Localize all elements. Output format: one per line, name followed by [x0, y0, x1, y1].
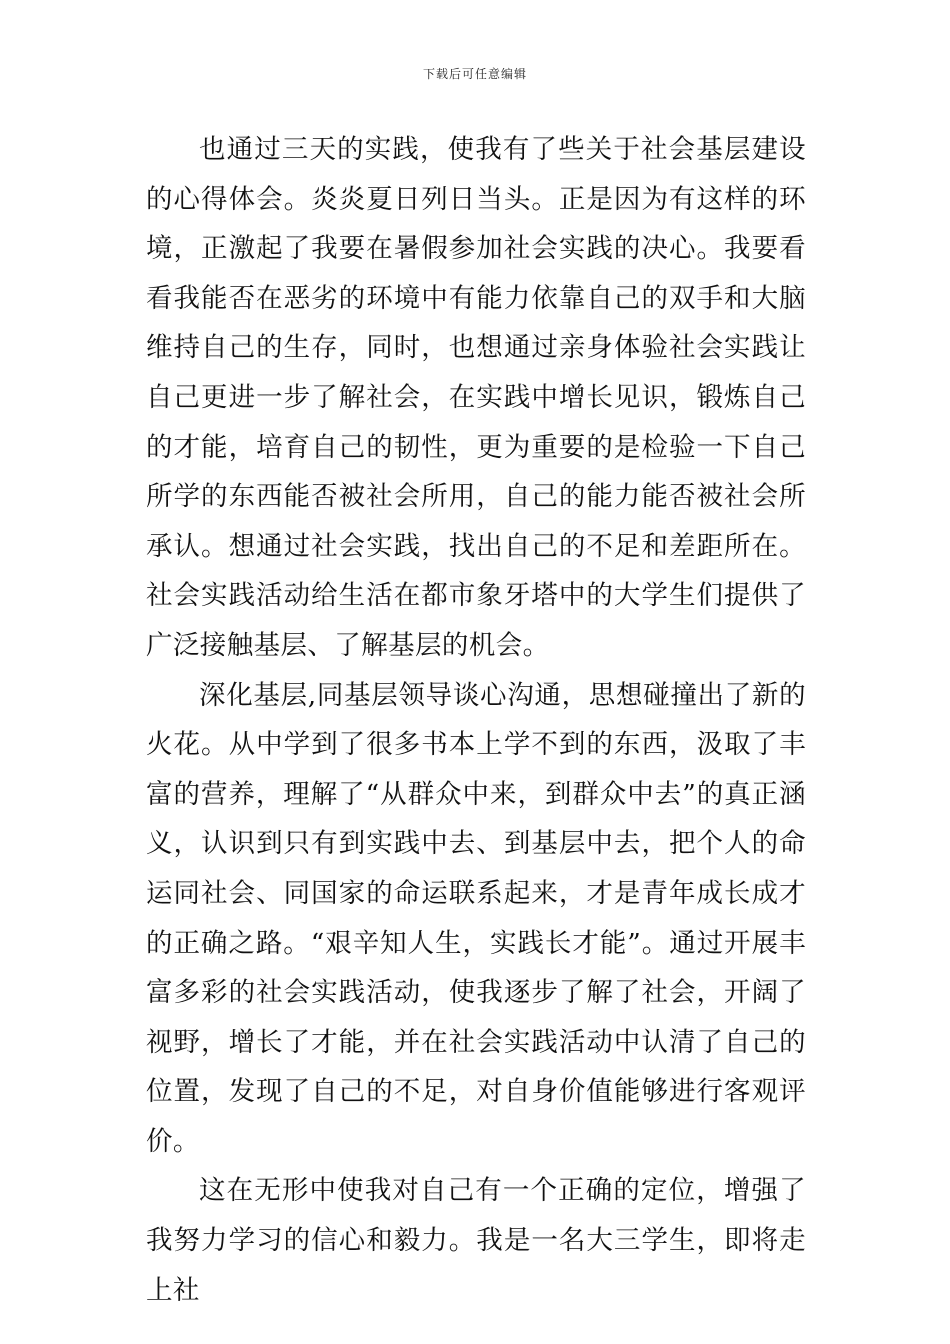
- paragraph-3: 这在无形中使我对自己有一个正确的定位，增强了我努力学习的信心和毅力。我是一名大三学生，即将走上社: [146, 1175, 806, 1306]
- paragraph-2: 深化基层,同基层领导谈心沟通，思想碰撞出了新的火花。从中学到了很多书本上学不到的东西，汲取了丰富的营养，理解了“从群众中来，到群众中去”的真正涵义，认识到只有到实践中去、到基层中去，把个人的命运同社会、同国家的命运联系起来，才是青年成长成才的正确之路。“艰辛知人生，实践长才能”。通过开展丰富多彩的社会实践活动，使我逐步了解了社会，开阔了视野，增长了才能，并在社会实践活动中认清了自己的位置，发现了自己的不足，对自身价值能够进行客观评价。: [146, 679, 806, 1157]
- page-header-note: 下载后可任意编辑: [422, 67, 527, 81]
- paragraph-1: 也通过三天的实践，使我有了些关于社会基层建设的心得体会。炎炎夏日列日当头。正是因为有这样的环境，正激起了我要在暑假参加社会实践的决心。我要看看我能否在恶劣的环境中有能力依靠自己的双手和大脑维持自己的生存，同时，也想通过亲身体验社会实践让自己更进一步了解社会，在实践中增长见识，锻炼自己的才能，培育自己的韧性，更为重要的是检验一下自己所学的东西能否被社会所用，自己的能力能否被社会所承认。想通过社会实践，找出自己的不足和差距所在。社会实践活动给生活在都市象牙塔中的大学生们提供了广泛接触基层、了解基层的机会。: [146, 134, 806, 661]
- document-body: [146, 125, 806, 1315]
